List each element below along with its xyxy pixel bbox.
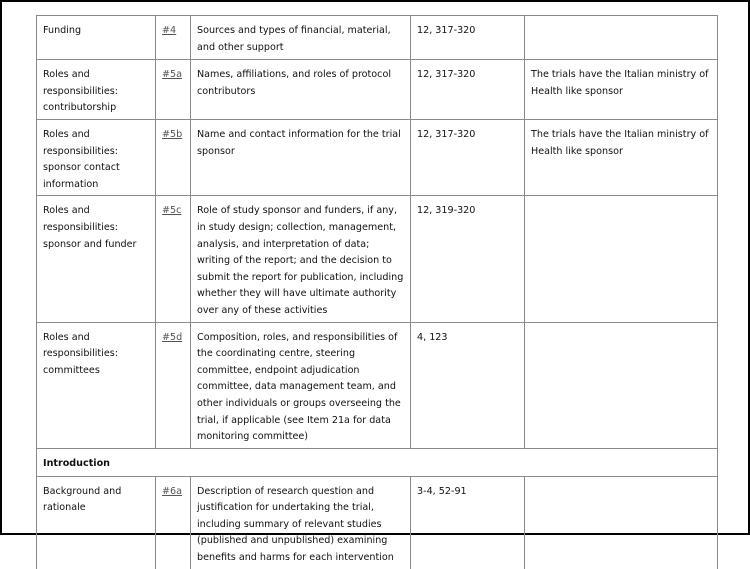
note-cell: The trials have the Italian ministry of Health like sponsor bbox=[525, 120, 718, 196]
topic-cell: Roles and responsibilities: sponsor contact information bbox=[37, 120, 156, 196]
table-row bbox=[37, 16, 718, 60]
item-number-cell bbox=[156, 196, 191, 322]
description-cell: Names, affiliations, and roles of protocol contributors bbox=[191, 60, 411, 120]
note-cell bbox=[525, 196, 718, 322]
item-number-cell bbox=[156, 322, 191, 448]
item-number-link[interactable]: #5b bbox=[162, 129, 183, 140]
page-number-cell: 12, 319-320 bbox=[411, 196, 525, 322]
note-cell: The trials have the Italian ministry of Health like sponsor bbox=[525, 60, 718, 120]
page-number-cell: 12, 317-320 bbox=[411, 60, 525, 120]
note-cell bbox=[525, 322, 718, 448]
item-number-cell bbox=[156, 120, 191, 196]
page-number-cell: 12, 317-320 bbox=[411, 16, 525, 60]
item-number-link[interactable]: #5d bbox=[162, 331, 183, 343]
table-row bbox=[37, 196, 718, 322]
checklist-table-body bbox=[37, 16, 718, 569]
item-number-link[interactable]: #5c bbox=[162, 205, 182, 217]
description-cell: Composition, roles, and responsibilities of the coordinating centre, steering committee, endpoint adjudication committee, data management team, and other individuals or groups overseeing the trial, if applicable (see Item 21a for data monitoring committee) bbox=[191, 322, 411, 448]
item-number-link[interactable]: #4 bbox=[162, 25, 177, 36]
note-cell bbox=[525, 16, 718, 60]
item-number-link[interactable]: #6a bbox=[162, 485, 183, 497]
topic-cell: Background and rationale bbox=[37, 476, 156, 568]
item-number-cell bbox=[156, 16, 191, 60]
page-number-cell: 12, 317-320 bbox=[411, 120, 525, 196]
topic-cell: Funding bbox=[37, 16, 156, 60]
table-row bbox=[37, 120, 718, 196]
description-cell: Sources and types of financial, material, and other support bbox=[191, 16, 411, 60]
topic-cell: Roles and responsibilities: committees bbox=[37, 322, 156, 448]
section-heading: Introduction bbox=[37, 448, 718, 476]
reporting-checklist-table bbox=[36, 15, 718, 569]
item-number-link[interactable]: #5a bbox=[162, 69, 183, 80]
note-cell bbox=[525, 476, 718, 568]
description-cell: Role of study sponsor and funders, if any, in study design; collection, management, analysis, and interpretation of data; writing of the report; and the decision to submit the report for publication, including whether they will have ultimate authority over any of these activities bbox=[191, 196, 411, 322]
item-number-cell bbox=[156, 476, 191, 568]
table-row bbox=[37, 476, 718, 568]
description-cell: Description of research question and justification for undertaking the trial, including summary of relevant studies (published and unpublished) examining benefits and harms for each intervention bbox=[191, 476, 411, 568]
page-number-cell: 3-4, 52-91 bbox=[411, 476, 525, 568]
table-row bbox=[37, 60, 718, 120]
section-heading-row bbox=[37, 448, 718, 476]
description-cell: Name and contact information for the trial sponsor bbox=[191, 120, 411, 196]
topic-cell: Roles and responsibilities: contributorship bbox=[37, 60, 156, 120]
table-row bbox=[37, 322, 718, 448]
item-number-cell bbox=[156, 60, 191, 120]
topic-cell: Roles and responsibilities: sponsor and funder bbox=[37, 196, 156, 322]
page-number-cell: 4, 123 bbox=[411, 322, 525, 448]
